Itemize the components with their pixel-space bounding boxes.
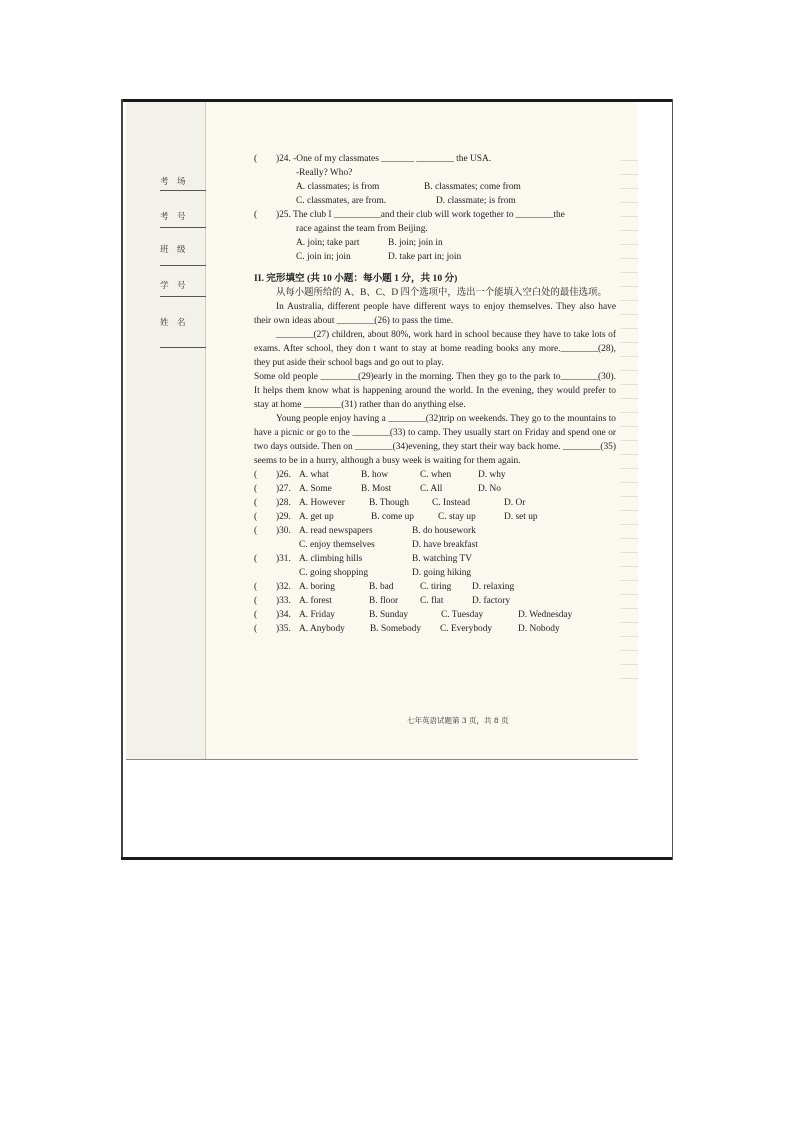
answer-number: )29. [276,512,291,522]
option-d: D. relaxing [472,582,515,592]
option-d: D. Or [504,498,526,508]
option-d: D. Wednesday [518,610,573,620]
option-d: D. classmate; is from [436,196,516,206]
field-label-class: 班 级 [160,245,186,255]
question-stem: )24. -One of my classmates _______ ________ the USA. [276,154,492,164]
option-b: B. Sunday [369,610,409,620]
option-a: A. climbing hills [299,554,363,564]
field-line [160,265,206,266]
option-row [254,180,616,194]
option-b: B. come up [371,512,414,522]
answer-row [254,552,616,566]
section-title: II. 完形填空 (共 10 小题：每小题 1 分，共 10 分) [254,273,458,284]
answer-row [254,566,616,580]
paper-bottom-edge [126,759,638,760]
bleed-through-text [620,150,638,690]
answer-number: )26. [276,470,291,480]
answer-row [254,496,616,510]
option-d: D. why [478,470,506,480]
answer-row [254,538,616,552]
answer-row [254,608,616,622]
answer-paren: ( [254,498,258,508]
option-c: C. tiring [420,582,452,592]
option-a: A. Anybody [299,624,345,634]
scan-border-left [121,99,123,860]
option-row [254,236,616,250]
option-a: A. forest [299,596,332,606]
answer-row [254,580,616,594]
answer-paren: ( [254,526,258,536]
option-a: A. However [299,498,345,508]
answer-paren: ( [254,582,258,592]
option-d: D. set up [504,512,538,522]
option-b: B. classmates; come from [424,182,521,192]
scan-border-top [121,99,673,102]
answer-row [254,510,616,524]
field-line [160,347,206,348]
answer-number: )28. [276,498,291,508]
option-row [254,194,616,208]
section-instruction: 从每小题所给的 A、B、C、D 四个选项中，选出一个能填入空白处的最佳选项。 [276,288,607,298]
question-stem: )25. The club I __________and their club will work together to ________the [276,210,565,220]
answer-paren: ( [254,596,258,606]
answer-paren: ( [254,624,258,634]
field-line [160,190,206,191]
passage-paragraph: Some old people ________(29)early in the morning. Then they go to the park to________(30). It helps them know what is happening around the world. In the evening, they would prefer to stay at home ________(31) rather than do anything else. [254,372,616,410]
option-c: C. join in; join [296,252,351,262]
question-line: -Really? Who? [296,168,353,178]
answer-paren: ( [254,154,258,164]
option-a: A. read newspapers [299,526,373,536]
option-c: C. Everybody [440,624,493,634]
option-d: D. Nobody [518,624,560,634]
option-a: A. what [299,470,329,480]
answer-paren: ( [254,610,258,620]
option-a: A. classmates; is from [296,182,380,192]
question-25 [254,208,616,222]
answer-paren: ( [254,210,258,220]
field-label-name: 姓 名 [160,318,186,328]
option-a: A. boring [299,582,335,592]
field-line [160,296,206,297]
option-b: B. Though [369,498,409,508]
option-c: C. Instead [432,498,471,508]
option-c: C. when [420,470,452,480]
option-a: A. Friday [299,610,335,620]
option-b: B. Most [361,484,392,494]
option-c: C. enjoy themselves [299,540,375,550]
option-c: C. Tuesday [441,610,484,620]
scan-border-bottom [121,857,673,860]
option-d: D. take part in; join [388,252,462,262]
answer-number: )30. [276,526,291,536]
passage-paragraph: ________(27) children, about 80%, work hard in school because they have to take lots of exams. After school, they don t want to stay at home reading books any more.________(28), they put aside their school bags and go out to play. [254,330,616,368]
answer-number: )31. [276,554,291,564]
field-line [160,227,206,228]
option-b: B. floor [369,596,399,606]
answer-row [254,468,616,482]
option-d: D. No [478,484,501,494]
answer-paren: ( [254,512,258,522]
option-c: C. going shopping [299,568,369,578]
field-label-exam-room: 考 场 [160,177,186,187]
option-b: B. Somebody [370,624,422,634]
option-d: D. have breakfast [412,540,478,550]
answer-paren: ( [254,484,258,494]
answer-number: )35. [276,624,291,634]
page-footer: 七年英语试题第 3 页，共 8 页 [407,716,509,725]
field-label-student-id: 学 号 [160,281,186,291]
option-a: A. Some [299,484,332,494]
binding-strip-edge [205,102,206,760]
answer-paren: ( [254,470,258,480]
answer-number: )33. [276,596,291,606]
answer-number: )34. [276,610,291,620]
answer-number: )27. [276,484,291,494]
option-b: B. watching TV [412,554,472,564]
passage-paragraph: Young people enjoy having a ________(32)trip on weekends. They go to the mountains to have a picnic or go to the ________(33) to camp. They usually start on Friday and spend one or two days outside. Then on ________(34)evening, they start their way back home. ________(35) seems to be in a hurry, although a busy week is waiting for them again. [254,414,616,466]
answer-row [254,622,616,636]
passage-paragraph: In Australia, different people have different ways to enjoy themselves. They also have their own ideas about ________(26) to pass the time. [254,302,616,326]
scan-border-right [672,99,673,860]
question-line: race against the team from Beijing. [296,224,428,234]
option-c: C. All [420,484,443,494]
option-d: D. going hiking [412,568,472,578]
option-a: A. get up [299,512,334,522]
option-c: C. flat [420,596,444,606]
option-b: B. bad [369,582,394,592]
binding-strip [126,102,206,760]
option-b: B. how [361,470,389,480]
option-b: B. join; join in [388,238,443,248]
option-b: B. do housework [412,526,476,536]
option-c: C. stay up [438,512,476,522]
answer-row [254,482,616,496]
answer-row [254,594,616,608]
option-a: A. join; take part [296,238,360,248]
exam-content [254,152,616,636]
field-label-exam-number: 考 号 [160,212,186,222]
question-24 [254,152,616,166]
option-c: C. classmates, are from. [296,196,387,206]
answer-paren: ( [254,554,258,564]
option-d: D. factory [472,596,511,606]
option-row [254,250,616,264]
answer-row [254,524,616,538]
answer-number: )32. [276,582,291,592]
